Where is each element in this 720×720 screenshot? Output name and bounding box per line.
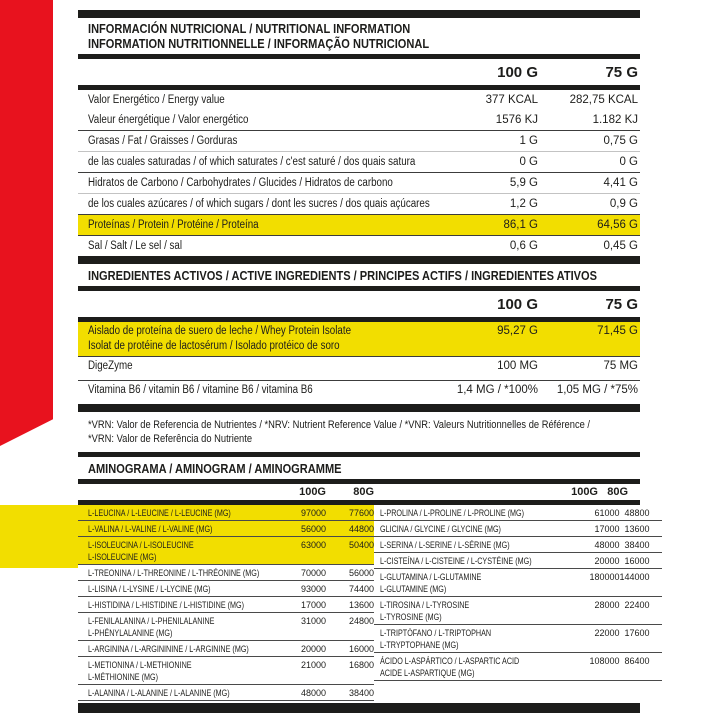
row-value-col2: 64,56 G (597, 219, 638, 231)
row-value-col2: 48800 (624, 508, 650, 518)
row-label (88, 155, 438, 169)
row-label-line1: Proteínas / Protein / Protéine / Proteína (88, 219, 259, 231)
row-value-col2: 1.182 KJ (592, 114, 638, 126)
row-value-col1: 86,1 G (503, 219, 538, 231)
row-value-col1: 180000 (589, 572, 620, 582)
row-value-col2: 13600 (348, 600, 374, 610)
row-value-col2: 1,05 MG / *75% (556, 384, 638, 396)
row-label (88, 507, 274, 519)
row-value-col1: 108000 (589, 656, 620, 666)
nutrition-table (78, 90, 640, 256)
row-label-line1: L-TIROSINA / L-TYROSINE (380, 600, 470, 610)
row-value-col2: 44800 (348, 524, 374, 534)
row-value-col1: 70000 (300, 568, 326, 578)
row-label-line1: L-SERINA / L-SERINE / L-SÉRINE (MG) (380, 540, 510, 550)
row-label-line2: L-PHÉNYLALANINE (MG) (88, 628, 173, 638)
row-value-col2: 71,45 G (597, 325, 638, 337)
row-value-col1: 1,4 MG / *100% (456, 384, 538, 396)
row-label-line1: L-ALANINA / L-ALANINE / L-ALANINE (MG) (88, 688, 230, 698)
table-row (78, 322, 640, 357)
right-column-header-80g: 80G (607, 486, 628, 498)
nutrition-column-headers (78, 59, 640, 85)
row-value-col1: 28000 (594, 600, 620, 610)
row-value-col2: 86400 (624, 656, 650, 666)
active-ingredients-column-headers (78, 291, 640, 317)
right-column-header-100g: 100G (571, 486, 598, 498)
row-label-line1: ÁCIDO L-ASPÁRTICO / L-ASPARTIC ACID (380, 656, 520, 666)
row-label-line2: L-TYROSINE (MG) (380, 612, 442, 622)
active-ingredients-title-text: INGREDIENTES ACTIVOS / ACTIVE INGREDIENTS / PRINCIPES ACTIFS / INGREDIENTES ATIVOS (88, 267, 597, 283)
row-value-col1: 1 G (519, 135, 538, 147)
row-label (380, 627, 570, 651)
row-value-col1: 63000 (300, 540, 326, 550)
row-label (380, 555, 570, 567)
row-value-col1: 48000 (300, 688, 326, 698)
nutrition-title-line1: INFORMACIÓN NUTRICIONAL / NUTRITIONAL INFORMATION (88, 21, 411, 36)
row-value-col1: 48000 (594, 540, 620, 550)
table-row (78, 131, 640, 152)
row-label (88, 523, 274, 535)
column-header-100g: 100 G (497, 295, 538, 313)
row-value-col2: 16800 (348, 660, 374, 670)
table-row (78, 173, 640, 194)
table-row (78, 641, 374, 657)
row-label-line1: DigeZyme (88, 360, 133, 372)
row-label-line2: L-ISOLEUCINE (MG) (88, 552, 157, 562)
row-label-line1: Grasas / Fat / Graisses / Gorduras (88, 135, 238, 147)
row-label (88, 239, 438, 253)
row-value-col2: 13600 (624, 524, 650, 534)
row-label-line1: L-LEUCINA / L-LEUCINE / L-LEUCINE (MG) (88, 508, 231, 518)
row-value-col1: 20000 (300, 644, 326, 654)
column-header-100g: 100 G (497, 63, 538, 81)
row-value-col1: 61000 (594, 508, 620, 518)
row-label-line1: Valor Energético / Energy value (88, 94, 225, 106)
row-value-col1: 95,27 G (497, 325, 538, 337)
row-label (88, 643, 274, 655)
row-label (88, 134, 438, 148)
row-label (88, 687, 274, 699)
row-value-col1: 97000 (300, 508, 326, 518)
table-row (78, 685, 374, 701)
row-value-col2: 144000 (619, 572, 650, 582)
row-value-col1: 100 MG (497, 360, 538, 372)
row-value-col1: 93000 (300, 584, 326, 594)
table-row (78, 357, 640, 381)
row-value-col1: 17000 (594, 524, 620, 534)
nutrition-title-line2: INFORMATION NUTRITIONNELLE / INFORMAÇÃO NUTRICIONAL (88, 36, 430, 51)
row-value-col1: 22000 (594, 628, 620, 638)
row-value-col2: 75 MG (603, 360, 638, 372)
row-value-col2: 16000 (624, 556, 650, 566)
section-divider-bar (78, 404, 640, 412)
table-row (78, 110, 640, 131)
row-value-col1: 21000 (300, 660, 326, 670)
row-label (88, 599, 274, 611)
table-row (78, 215, 640, 236)
row-value-col1: 5,9 G (509, 177, 538, 189)
row-label-line1: GLICINA / GLYCINE / GLYCINE (MG) (380, 524, 501, 534)
row-label (88, 359, 438, 374)
row-value-col1: 20000 (594, 556, 620, 566)
row-value-col1: 0,6 G (509, 240, 538, 252)
label-content (78, 10, 650, 713)
row-label-line1: L-GLUTAMINA / L-GLUTAMINE (380, 572, 482, 582)
row-value-col1: 31000 (300, 616, 326, 626)
row-value-col1: 1576 KJ (495, 114, 538, 126)
row-label-line1: Aislado de proteína de suero de leche / Whey Protein Isolate (88, 325, 352, 337)
table-row (78, 613, 374, 641)
red-ribbon-decoration (0, 0, 53, 446)
table-row (374, 569, 662, 597)
row-label (380, 655, 570, 679)
row-value-col2: 17600 (624, 628, 650, 638)
row-value-col2: 282,75 KCAL (569, 94, 638, 106)
table-row (78, 152, 640, 173)
row-value-col2: 0,45 G (603, 240, 638, 252)
table-row (374, 553, 662, 569)
row-label-line2: ACIDE L-ASPARTIQUE (MG) (380, 668, 475, 678)
active-ingredients-title (78, 264, 640, 286)
table-row (78, 597, 374, 613)
row-label-line1: L-VALINA / L-VALINE / L-VALINE (MG) (88, 524, 213, 534)
row-label (88, 567, 274, 579)
row-value-col2: 56000 (348, 568, 374, 578)
row-value-col2: 24800 (348, 616, 374, 626)
row-label-line1: de los cuales azúcares / of which sugars / dont les sucres / dos quais açúcares (88, 198, 430, 210)
row-value-col1: 377 KCAL (485, 94, 538, 106)
table-row (78, 581, 374, 597)
table-row (78, 381, 640, 404)
row-value-col1: 1,2 G (509, 198, 538, 210)
row-value-col2: 0,9 G (609, 198, 638, 210)
row-label-line2: L-GLUTAMINE (MG) (380, 584, 447, 594)
table-row (374, 625, 662, 653)
row-label (88, 113, 438, 127)
aminogram-right-table (374, 505, 662, 701)
active-ingredients-table (78, 322, 640, 404)
aminogram-right-headers (374, 486, 640, 498)
row-label-line1: L-CISTEÍNA / L-CISTEINE / L-CYSTÉINE (MG) (380, 556, 532, 566)
row-value-col2: 0 G (619, 156, 638, 168)
table-row (78, 90, 640, 110)
table-row (374, 537, 662, 553)
row-label (380, 523, 570, 535)
row-label (88, 583, 274, 595)
row-label-line2: L-TRYPTOPHANE (MG) (380, 640, 459, 650)
table-row (374, 653, 662, 681)
row-label-line1: Sal / Salt / Le sel / sal (88, 240, 183, 252)
aminogram-left-headers (78, 486, 374, 498)
table-row (78, 537, 374, 565)
row-label-line1: L-PROLINA / L-PROLINE / L-PROLINE (MG) (380, 508, 525, 518)
row-label (88, 176, 438, 190)
row-label (88, 93, 438, 107)
row-label (380, 539, 570, 551)
nrv-footnote-line2: *VRN: Valor de Referência do Nutriente (88, 433, 253, 445)
table-row (78, 657, 374, 685)
row-label (88, 383, 438, 398)
row-label-line1: L-HISTIDINA / L-HISTIDINE / L-HISTIDINE (MG) (88, 600, 245, 610)
left-column-header-80g: 80G (353, 486, 374, 498)
row-label-line1: L-LISINA / L-LYSINE / L-LYCINE (MG) (88, 584, 211, 594)
table-row (374, 597, 662, 625)
table-row (78, 565, 374, 581)
row-value-col2: 16000 (348, 644, 374, 654)
row-label (380, 571, 570, 595)
nrv-footnote-line1: *VRN: Valor de Referencia de Nutrientes / *NRV: Nutrient Reference Value / *VNR: Valeurs Nutritionnelles de Référence / (88, 419, 591, 431)
row-label (88, 539, 274, 563)
row-label (88, 218, 438, 232)
column-header-spacer (380, 486, 548, 498)
row-label-line2: Isolat de protéine de lactosérum / Isolado protéico de soro (88, 340, 340, 352)
row-label (88, 197, 438, 211)
row-label-line1: L-TREONINA / L-THREONINE / L-THRÉONINE (MG) (88, 568, 260, 578)
table-row (78, 236, 640, 256)
bottom-divider-bar (78, 703, 640, 713)
row-value-col1: 56000 (300, 524, 326, 534)
row-value-col2: 0,75 G (603, 135, 638, 147)
row-label-line2: L-MÉTHIONINE (MG) (88, 672, 158, 682)
row-value-col2: 38400 (624, 540, 650, 550)
top-divider-bar (78, 10, 640, 18)
row-label-line1: L-ARGININA / L-ARGINININE / L-ARGININE (MG) (88, 644, 249, 654)
aminogram-title-text: AMINOGRAMA / AMINOGRAM / AMINOGRAMME (88, 460, 342, 476)
aminogram-tables (78, 505, 650, 701)
row-label-line1: L-FENILALANINA / L-PHENILALANINE (88, 616, 215, 626)
row-value-col2: 4,41 G (603, 177, 638, 189)
column-header-75g: 75 G (605, 63, 638, 81)
nrv-footnote (78, 412, 640, 452)
row-label-line1: Hidratos de Carbono / Carbohydrates / Glucides / Hidratos de carbono (88, 177, 393, 189)
aminogram-title (78, 457, 640, 479)
row-label (380, 599, 570, 623)
row-label-line1: Valeur énergétique / Valor energético (88, 114, 249, 126)
row-label-line1: L-METIONINA / L-METHIONINE (88, 660, 192, 670)
row-label (88, 324, 438, 354)
nutrition-title (78, 18, 640, 54)
table-row (374, 521, 662, 537)
row-label-line1: L-ISOLEUCINA / L-ISOLEUCINE (88, 540, 194, 550)
row-value-col2: 77600 (348, 508, 374, 518)
row-label (88, 615, 274, 639)
row-value-col1: 0 G (519, 156, 538, 168)
row-label (88, 659, 274, 683)
row-value-col2: 74400 (348, 584, 374, 594)
section-divider-bar (78, 256, 640, 264)
row-value-col1: 17000 (300, 600, 326, 610)
row-value-col2: 38400 (348, 688, 374, 698)
column-header-spacer (88, 486, 274, 498)
row-label-line1: Vitamina B6 / vitamin B6 / vitamine B6 / vitamina B6 (88, 384, 313, 396)
row-label-line1: de las cuales saturadas / of which saturates / c'est saturé / dos quais satura (88, 156, 416, 168)
row-label (380, 507, 570, 519)
row-value-col2: 22400 (624, 600, 650, 610)
row-label-line1: L-TRIPTÓFANO / L-TRIPTOPHAN (380, 628, 492, 638)
table-row (374, 505, 662, 521)
row-value-col2: 50400 (348, 540, 374, 550)
table-row (78, 521, 374, 537)
table-row (78, 505, 374, 521)
left-column-header-100g: 100G (299, 486, 326, 498)
table-row (78, 194, 640, 215)
aminogram-column-headers (78, 484, 640, 500)
aminogram-left-table (78, 505, 374, 701)
column-header-75g: 75 G (605, 295, 638, 313)
